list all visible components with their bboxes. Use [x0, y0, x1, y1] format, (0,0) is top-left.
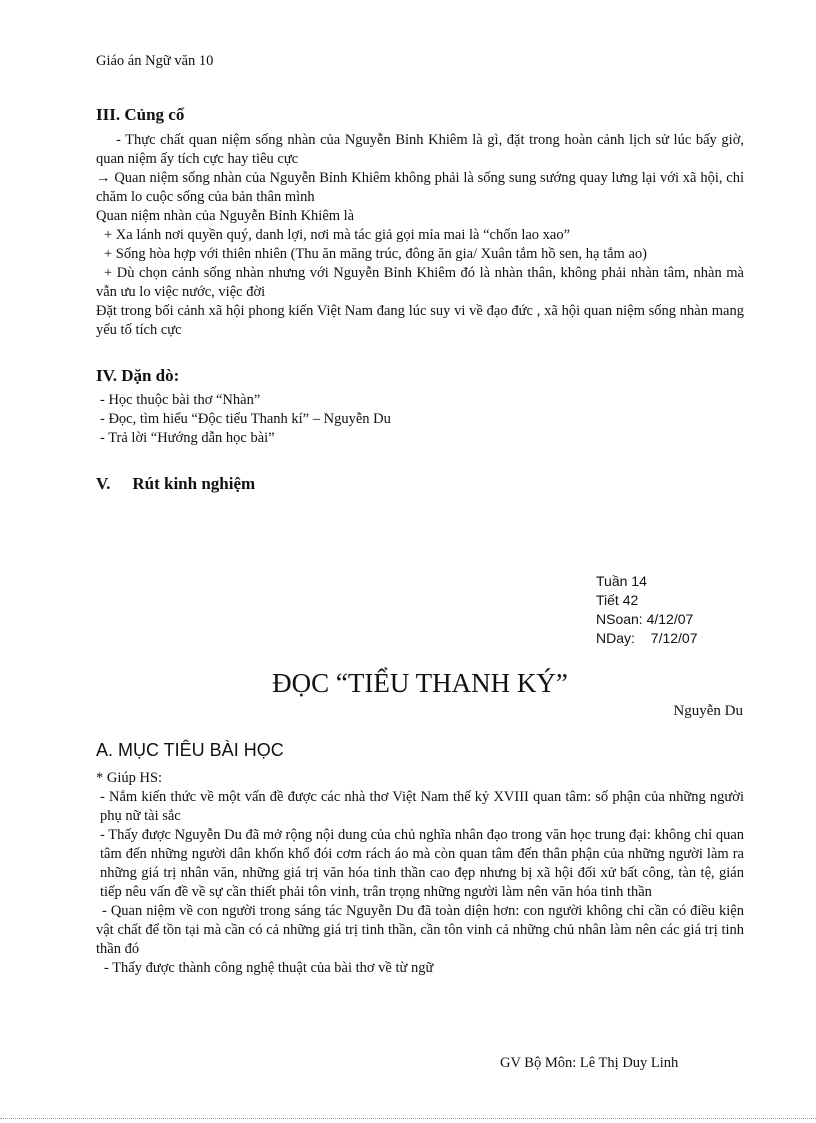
section-a-intro: * Giúp HS:	[96, 770, 163, 786]
lesson-title: ĐỌC “TIỂU THANH KÝ”	[272, 668, 568, 698]
section-3-line: + Xa lánh nơi quyền quý, danh lợi, nơi mà tác giả gọi mỉa mai là “chốn lao xao”	[104, 227, 571, 243]
week-value: 14	[631, 573, 647, 589]
section-5-heading	[96, 474, 255, 494]
section-4-item: - Trả lời “Hướng dẫn học bài”	[100, 430, 275, 446]
section-a-item: - Quan niệm về con người trong sáng tác Nguyễn Du đã toàn diện hơn: con người không chỉ cần có điều kiện vật chất để tồn tại mà cần có cả những giá trị tinh thần, cần tôn vinh cả những chủ nhân làm nên các giá trị tinh thần đó	[96, 903, 744, 957]
taught-value: 7/12/07	[650, 630, 698, 646]
section-3-line: + Dù chọn cảnh sống nhàn nhưng với Nguyễn Bỉnh Khiêm đó là nhàn thân, không phải nhàn tâm, nhàn mà vẫn ưu lo việc nước, việc đời	[96, 265, 744, 300]
section-a-heading: A. MỤC TIÊU BÀI HỌC	[96, 740, 284, 760]
section-3-body	[96, 131, 744, 340]
period-value: 42	[622, 592, 639, 608]
period-label: Tiết	[596, 592, 619, 608]
section-4-item: - Học thuộc bài thơ “Nhàn”	[100, 392, 261, 408]
section-3-line: Quan niệm nhàn của Nguyễn Bỉnh Khiêm là	[96, 208, 355, 224]
section-5-title: Rút kinh nghiệm	[132, 474, 256, 493]
section-3-heading: III. Củng cố	[96, 105, 185, 124]
week-label: Tuần	[596, 573, 628, 589]
section-3-line: - Thực chất quan niệm sống nhàn của Nguyễn Bỉnh Khiêm là gì, đặt trong hoàn cảnh lịch sử lúc bấy giờ, quan niệm ấy tích cực hay tiêu cực	[96, 132, 744, 167]
taught-label: NDay:	[596, 630, 635, 646]
section-3-line: Đặt trong bối cảnh xã hội phong kiến Việt Nam đang lúc suy vi về đạo đức , xã hội quan niệm sống nhàn mang yếu tố tích cực	[96, 303, 744, 338]
prepared-value: 4/12/07	[646, 611, 694, 627]
lesson-author: Nguyễn Du	[673, 703, 743, 719]
section-4-heading: IV. Dặn dò:	[96, 366, 180, 385]
section-3-line: + Sống hòa hợp với thiên nhiên (Thu ăn măng trúc, đông ăn gia/ Xuân tắm hồ sen, hạ tắm ao)	[104, 246, 647, 262]
section-5-number: V.	[96, 474, 111, 493]
teacher-signature-line: GV Bộ Môn: Lê Thị Duy Linh	[500, 1055, 679, 1071]
section-a-item: - Nắm kiến thức về một vấn đề được các nhà thơ Việt Nam thế kỷ XVIII quan tâm: số phận của những người phụ nữ tài sắc	[100, 789, 744, 824]
prepared-label: NSoan:	[596, 611, 643, 627]
section-3-line: → Quan niệm sống nhàn của Nguyễn Bỉnh Khiêm không phải là sống sung sướng quay lưng lại với xã hội, chỉ chăm lo cuộc sống của bản thân mình	[96, 170, 744, 205]
section-a-item: - Thấy được Nguyễn Du đã mở rộng nội dung của chủ nghĩa nhân đạo trong văn học trung đại: không chỉ quan tâm đến những người dân khốn khổ đói cơm rách áo mà còn quan tâm đến thân phận của những người làm ra những giá trị nhân văn, những giá trị văn hóa tinh thần cao đẹp nhưng bị xã hội đối xử bất công, tàn tệ, gián tiếp nêu vấn đề về sự cần thiết phải tôn vinh, trân trọng những người làm nên văn hóa tinh thần	[100, 827, 744, 900]
page-header: Giáo án Ngữ văn 10	[96, 53, 214, 69]
section-a-body	[96, 769, 744, 978]
section-4-body	[96, 391, 744, 448]
section-a-item: - Thấy được thành công nghệ thuật của bài thơ về từ ngữ	[104, 960, 434, 976]
page-bottom-divider	[0, 1118, 816, 1119]
lesson-meta	[596, 572, 698, 648]
section-4-item: - Đọc, tìm hiểu “Độc tiểu Thanh kí” – Nguyễn Du	[100, 411, 391, 427]
